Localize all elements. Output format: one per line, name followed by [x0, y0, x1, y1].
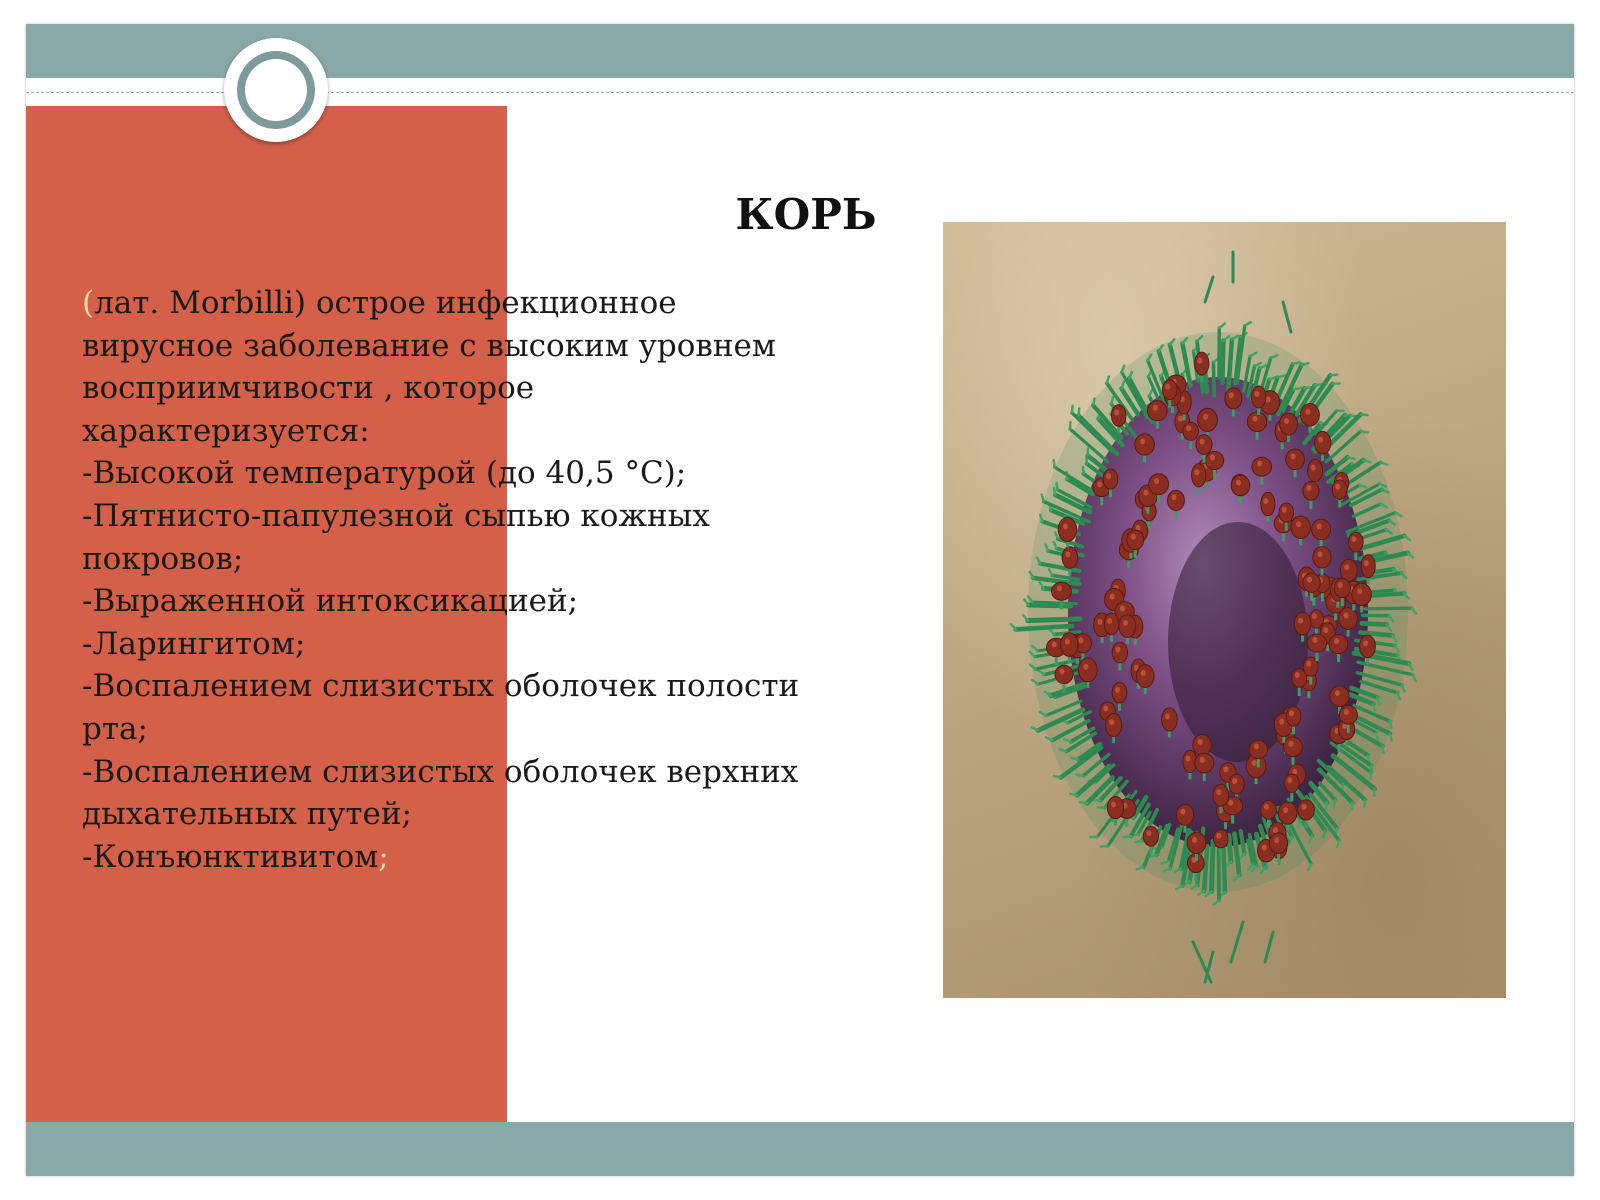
symptom-item: -Воспалением слизистых оболочек верхних	[82, 753, 799, 790]
trailing-semicolon: ;	[378, 838, 389, 875]
symptom-item: -Конъюнктивитом;	[82, 838, 389, 875]
bottom-band	[26, 1122, 1574, 1176]
symptom-item: -Воспалением слизистых оболочек полости	[82, 668, 800, 705]
body-line: восприимчивости , которое	[82, 370, 535, 407]
slide-title: КОРЬ	[735, 190, 877, 239]
symptom-item: -Пятнисто-папулезной сыпью кожных	[82, 497, 710, 534]
body-line: (лат. Morbilli) острое инфекционное	[82, 285, 677, 321]
body-line: вирусное заболевание с высоким уровнем	[82, 327, 776, 364]
ring-ornament	[224, 38, 328, 142]
slide	[26, 24, 1574, 1176]
symptom-item: -Выраженной интоксикацией;	[82, 583, 579, 620]
symptom-item: покровов;	[82, 540, 244, 577]
symptom-item: -Высокой температурой (до 40,5 °C);	[82, 455, 687, 492]
body-line: характеризуется:	[82, 412, 370, 449]
measles-virus-image	[943, 222, 1506, 998]
symptom-item: -Ларингитом;	[82, 625, 306, 662]
symptom-item: рта;	[82, 710, 148, 747]
open-paren: (	[82, 285, 95, 321]
symptom-item: дыхательных путей;	[82, 796, 412, 833]
virus-illustration	[943, 222, 1506, 998]
slide-body-text	[82, 282, 902, 878]
